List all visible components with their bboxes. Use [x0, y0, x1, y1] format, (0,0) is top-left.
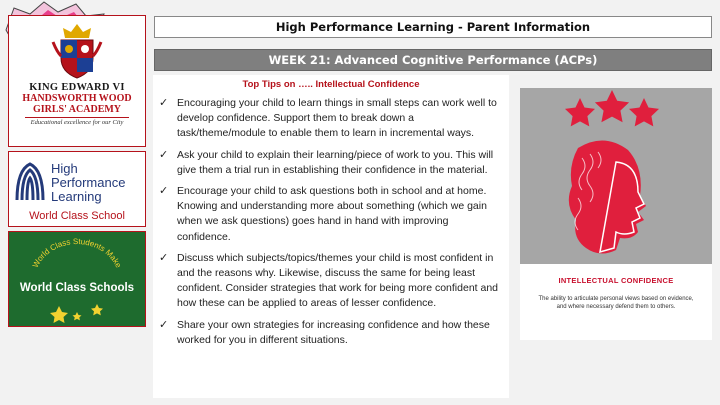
- checkmark-icon: ✓: [159, 185, 169, 198]
- tip-item: [159, 96, 503, 142]
- wcs-logo: [8, 231, 146, 327]
- tip-text: Discuss which subjects/topics/themes your child is most confident in and the reasons why. Likewise, discuss the same for being least confident. Consider strategies that work for being more confident and how these can be applied to areas of lesser confidence.: [177, 251, 499, 310]
- hpl-line1: High: [51, 161, 78, 176]
- tips-title: Top Tips on ….. Intellectual Confidence: [242, 79, 420, 90]
- confident-head-icon: [520, 88, 712, 264]
- school-name-line1: KING EDWARD VI: [29, 82, 125, 93]
- school-crest-icon: [51, 22, 103, 80]
- tip-text: Encouraging your child to learn things in small steps can work well to develop confidence. Support them to break down a task/theme/module to enable them to learn in incremental ways.: [177, 97, 497, 140]
- svg-text:World Class Students Make: [31, 237, 123, 270]
- school-tagline: Educational excellence for our City: [30, 119, 124, 126]
- acp-title: INTELLECTUAL CONFIDENCE: [558, 276, 674, 285]
- tip-item: [159, 184, 503, 245]
- page-title: High Performance Learning - Parent Information: [154, 16, 712, 38]
- checkmark-icon: ✓: [159, 251, 169, 264]
- divider: [25, 117, 129, 118]
- star-icon: [565, 90, 659, 126]
- tip-text: Encourage your child to ask questions both in school and at home. Knowing and understanding more about something (which we gain when we ask questions) goes hand in hand with improving confidence.: [177, 185, 487, 243]
- hpl-line2: Performance: [51, 175, 126, 190]
- acp-card: [520, 88, 712, 340]
- tip-text: Ask your child to explain their learning/piece of work to you. This will give them a trial run in establishing their confidence in the material.: [177, 148, 494, 176]
- acp-illustration: [520, 88, 712, 264]
- star-icon: [50, 304, 103, 323]
- school-name-line2: HANDSWORTH WOOD: [22, 93, 132, 104]
- acp-description: The ability to articulate personal views based on evidence, and where necessary defend them to others.: [538, 296, 694, 310]
- school-name-line3: GIRLS' ACADEMY: [32, 104, 122, 115]
- hpl-line3: Learning: [51, 189, 102, 204]
- wcs-arc-text: [9, 232, 145, 326]
- tips-panel: [153, 75, 509, 398]
- wcs-main-text: World Class Schools: [19, 282, 135, 294]
- tip-item: [159, 318, 503, 348]
- hpl-logo: [8, 151, 146, 227]
- checkmark-icon: ✓: [159, 148, 169, 161]
- hpl-subtitle: World Class School: [29, 210, 125, 222]
- hpl-emblem-icon: [13, 160, 47, 204]
- checkmark-icon: ✓: [159, 97, 169, 109]
- school-logo: [8, 15, 146, 147]
- tip-item: [159, 148, 503, 178]
- week-banner: WEEK 21: Advanced Cognitive Performance (ACPs): [154, 49, 712, 71]
- acp-text-panel: [520, 264, 712, 340]
- tip-text: Share your own strategies for increasing confidence and how these worked for you in different situations.: [177, 318, 490, 346]
- wcs-arc-label: World Class Students Make: [30, 236, 124, 270]
- tip-item: [159, 251, 503, 312]
- checkmark-icon: ✓: [159, 318, 169, 331]
